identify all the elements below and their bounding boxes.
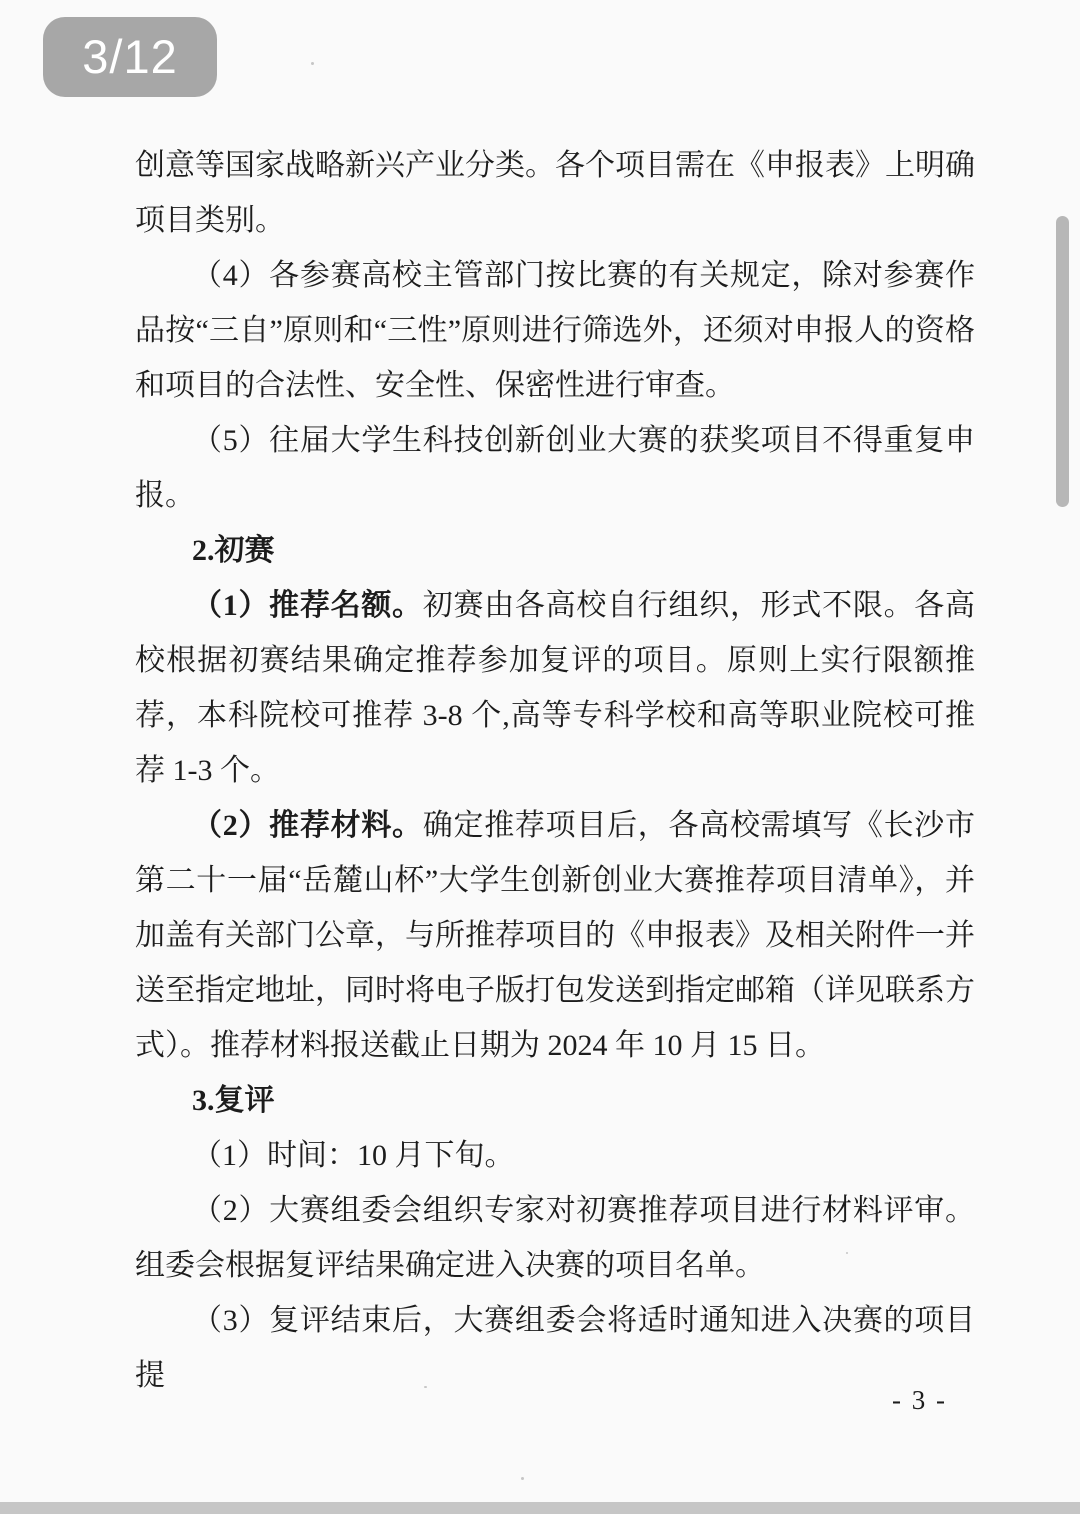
- scan-noise-dot: [521, 1477, 524, 1480]
- section-heading: [135, 1073, 975, 1128]
- text-segment: 初赛由各高校自行组织，形式不限。各高校根据初赛结果确定推荐参加复评的项目。原则上实行限额推荐，本科院校可推荐 3-8 个,高等专科学校和高等职业院校可推荐 1-3 个。: [135, 589, 976, 787]
- text-segment: （2）推荐材料。: [192, 809, 423, 842]
- paragraph: [135, 413, 975, 523]
- text-segment: 2.初赛: [192, 534, 275, 567]
- text-segment: 确定推荐项目后，各高校需填写《长沙市第二十一届“岳麓山杯”大学生创新创业大赛推荐项目清单》，并加盖有关部门公章，与所推荐项目的《申报表》及相关附件一并送至指定地址，同时将电子版打包发送到指定邮箱（详见联系方式）。推荐材料报送截止日期为 2024 年 10 月 15 日。: [135, 809, 976, 1062]
- scan-noise-dot: [424, 1386, 427, 1388]
- section-heading: [135, 523, 975, 578]
- paragraph: [135, 1183, 975, 1293]
- paragraph: [135, 138, 975, 248]
- text-segment: （3）复评结束后，大赛组委会将适时通知进入决赛的项目提: [135, 1304, 975, 1392]
- text-segment: （2）大赛组委会组织专家对初赛推荐项目进行材料评审。组委会根据复评结果确定进入决赛的项目名单。: [135, 1194, 975, 1282]
- scrollbar-thumb[interactable]: [1056, 216, 1069, 507]
- viewer-bottom-edge: [0, 1502, 1080, 1514]
- paragraph: [135, 578, 975, 798]
- page-indicator-badge: 3/12: [43, 17, 217, 97]
- text-segment: （1）时间：10 月下旬。: [192, 1139, 515, 1172]
- scan-noise-dot: [311, 62, 314, 65]
- document-body: [135, 138, 975, 1403]
- text-segment: （1）推荐名额。: [192, 589, 423, 622]
- text-segment: （4）各参赛高校主管部门按比赛的有关规定，除对参赛作品按“三自”原则和“三性”原则进行筛选外，还须对申报人的资格和项目的合法性、安全性、保密性进行审查。: [135, 259, 975, 402]
- text-segment: 3.复评: [192, 1084, 275, 1117]
- scan-noise-dot: [846, 1252, 848, 1254]
- paragraph: [135, 798, 975, 1073]
- paragraph: [135, 248, 975, 413]
- footer-page-number: - 3 -: [892, 1385, 947, 1415]
- paragraph: [135, 1128, 975, 1183]
- text-segment: 创意等国家战略新兴产业分类。各个项目需在《申报表》上明确项目类别。: [135, 149, 975, 237]
- text-segment: （5）往届大学生科技创新创业大赛的获奖项目不得重复申报。: [135, 424, 975, 512]
